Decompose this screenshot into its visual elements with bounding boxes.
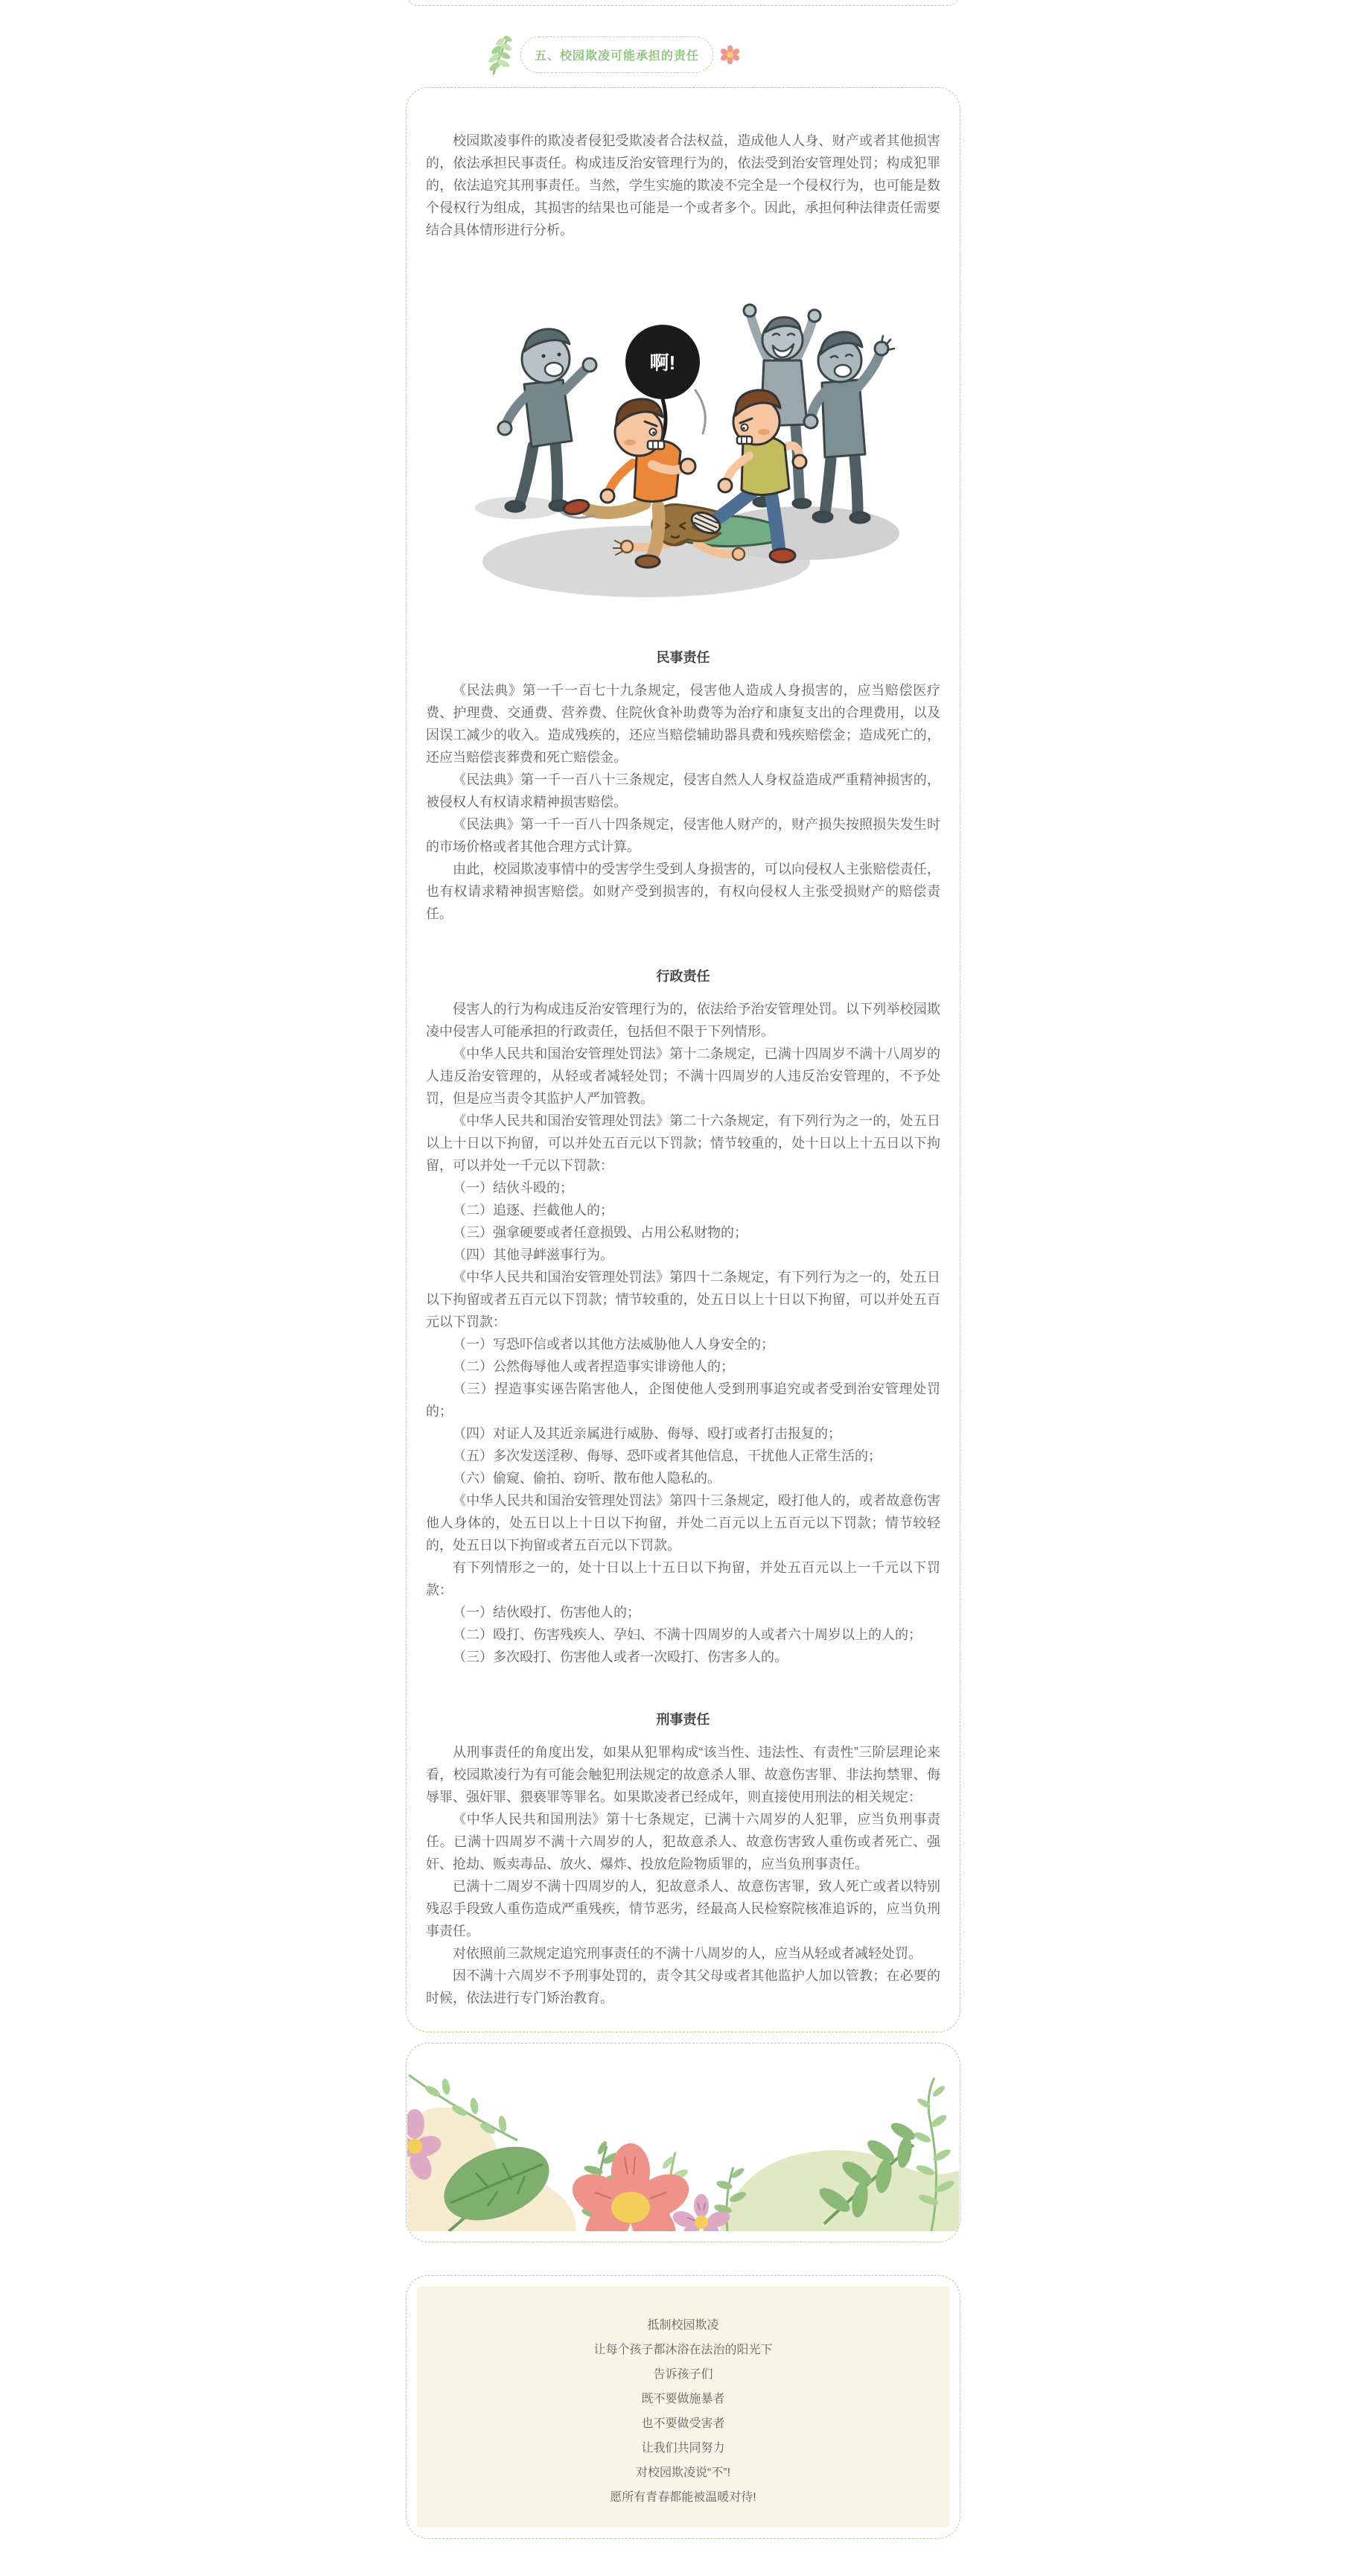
- closing-line: 抵制校园欺凌: [647, 2319, 719, 2332]
- closing-line: 也不要做受害者: [641, 2417, 725, 2430]
- floral-banner-card: [406, 2043, 960, 2242]
- paragraph: 侵害人的行为构成违反治安管理行为的，依法给予治安管理处罚。以下列举校园欺凌中侵害人可能承担的行政责任，包括但不限于下列情形。: [426, 1002, 940, 1039]
- closing-line: 让每个孩子都沐浴在法治的阳光下: [593, 2344, 773, 2356]
- section-title-box: [520, 36, 713, 73]
- bystander-left: [498, 329, 596, 512]
- intro-paragraph: 校园欺凌事件的欺凌者侵犯受欺凌者合法权益，造成他人人身、财产或者其他损害的，依法承担民事责任。构成违反治安管理行为的，依法受到治安管理处罚；构成犯罪的，依法追究其刑事责任。当然，学生实施的欺凌不完全是一个侵权行为，也可能是数个侵权行为组成，其损害的结果也可能是一个或者多个。因此，承担何种法律责任需要结合具体情形进行分析。: [426, 133, 940, 238]
- list-item: （三）捏造事实诬告陷害他人，企图使他人受到刑事追究或者受到治安管理处罚的；: [426, 1381, 940, 1419]
- list-item: （四）对证人及其近亲属进行威胁、侮辱、殴打或者打击报复的；: [453, 1426, 841, 1441]
- list-item: （二）追逐、拦截他人的；: [453, 1203, 613, 1218]
- paragraph: 《民法典》第一千一百八十三条规定，侵害自然人人身权益造成严重精神损害的，被侵权人有权请求精神损害赔偿。: [426, 772, 940, 810]
- paragraph: 《中华人民共和国治安管理处罚法》第四十二条规定，有下列行为之一的，处五日以下拘留或者五百元以下罚款；情节较重的，处五日以上十日以下拘留，可以并处五百元以下罚款：: [426, 1270, 940, 1329]
- section-title-row: [406, 33, 960, 76]
- section-title: 五、校园欺凌可能承担的责任: [535, 49, 700, 63]
- section-criminal-liability: [426, 1708, 940, 2009]
- section-administrative-liability: [426, 965, 940, 1668]
- bystander-right: [804, 332, 894, 523]
- list-item: （六）偷窥、偷拍、窃听、散布他人隐私的。: [453, 1471, 721, 1486]
- list-item: （一）写恐吓信或者以其他方法威胁他人人身安全的；: [453, 1337, 774, 1352]
- paragraph: 已满十二周岁不满十四周岁的人，犯故意杀人、故意伤害罪，致人死亡或者以特别残忍手段致人重伤造成严重残疾，情节恶劣，经最高人民检察院核准追诉的，应当负刑事责任。: [426, 1879, 940, 1939]
- section-heading: 行政责任: [656, 969, 710, 984]
- closing-line: 告诉孩子们: [653, 2368, 713, 2381]
- list-item: （二）公然侮辱他人或者捏造事实诽谤他人的；: [453, 1359, 734, 1374]
- paragraph: 《中华人民共和国治安管理处罚法》第二十六条规定，有下列行为之一的，处五日以上十日以下拘留，可以并处五百元以下罚款；情节较重的，处十日以上十五日以下拘留，可以并处一千元以下罚款：: [426, 1113, 940, 1173]
- list-item: （一）结伙殴打、伤害他人的；: [453, 1605, 640, 1620]
- list-item: （二）殴打、伤害残疾人、孕妇、不满十四周岁的人或者六十周岁以上的人的；: [453, 1627, 922, 1642]
- paragraph: 《中华人民共和国治安管理处罚法》第四十三条规定，殴打他人的，或者故意伤害他人身体的，处五日以上十日以下拘留，并处二百元以上五百元以下罚款；情节较轻的，处五日以下拘留或者五百元以下罚款。: [426, 1493, 940, 1553]
- section-civil-liability: [426, 646, 940, 925]
- closing-message-card: [406, 2275, 960, 2539]
- bullying-cartoon-illustration: [460, 286, 907, 606]
- paragraph: 有下列情形之一的，处十日以上十五日以下拘留，并处五百元以上一千元以下罚款：: [426, 1560, 940, 1597]
- article-card: [406, 87, 960, 2032]
- floral-illustration: [407, 2075, 959, 2231]
- closing-line: 让我们共同努力: [641, 2442, 725, 2455]
- closing-line: 愿所有青春都能被温暖对待!: [610, 2491, 756, 2504]
- previous-card-bottom-edge: [406, 0, 960, 6]
- speech-bubble-text: 啊!: [649, 352, 675, 374]
- leaf-icon: [488, 34, 513, 75]
- list-item: （三）多次殴打、伤害他人或者一次殴打、伤害多人的。: [453, 1650, 788, 1664]
- paragraph: 《中华人民共和国刑法》第十七条规定，已满十六周岁的人犯罪，应当负刑事责任。已满十四周岁不满十六周岁的人，犯故意杀人、故意伤害致人重伤或者死亡、强奸、抢劫、贩卖毒品、放火、爆炸、投放危险物质罪的，应当负刑事责任。: [426, 1812, 940, 1871]
- paragraph: 因不满十六周岁不予刑事处罚的，责令其父母或者其他监护人加以管教；在必要的时候，依法进行专门矫治教育。: [426, 1968, 940, 2006]
- list-item: （三）强拿硬要或者任意损毁、占用公私财物的；: [453, 1225, 747, 1240]
- paragraph: 从刑事责任的角度出发，如果从犯罪构成“该当性、违法性、有责性”三阶层理论来看，校园欺凌行为有可能会触犯刑法规定的故意杀人罪、故意伤害罪、非法拘禁罪、侮辱罪、强奸罪、猥亵罪等罪名。如果欺凌者已经成年，则直接使用刑法的相关规定：: [426, 1745, 940, 1804]
- section-heading: 刑事责任: [656, 1712, 710, 1727]
- list-item: （四）其他寻衅滋事行为。: [453, 1247, 613, 1262]
- bullying-cartoon: [460, 286, 907, 606]
- list-item: （一）结伙斗殴的；: [453, 1180, 573, 1195]
- closing-line: 对校园欺凌说“不”!: [635, 2467, 731, 2479]
- flower-icon: [721, 45, 739, 64]
- paragraph: 《民法典》第一千一百七十九条规定，侵害他人造成人身损害的，应当赔偿医疗费、护理费、交通费、营养费、住院伙食补助费等为治疗和康复支出的合理费用，以及因误工减少的收入。造成残疾的，还应当赔偿辅助器具费和残疾赔偿金；造成死亡的，还应当赔偿丧葬费和死亡赔偿金。: [426, 683, 940, 765]
- paragraph: 《民法典》第一千一百八十四条规定，侵害他人财产的，财产损失按照损失发生时的市场价格或者其他合理方式计算。: [426, 817, 940, 854]
- paragraph: 由此，校园欺凌事情中的受害学生受到人身损害的，可以向侵权人主张赔偿责任，也有权请求精神损害赔偿。如财产受到损害的，有权向侵权人主张受损财产的赔偿责任。: [426, 862, 940, 921]
- closing-panel: [417, 2286, 949, 2528]
- content-column: [406, 0, 960, 2539]
- list-item: （五）多次发送淫秽、侮辱、恐吓或者其他信息，干扰他人正常生活的；: [453, 1448, 882, 1463]
- paragraph: 对依照前三款规定追究刑事责任的不满十八周岁的人，应当从轻或者减轻处罚。: [453, 1946, 922, 1961]
- paragraph: 《中华人民共和国治安管理处罚法》第十二条规定，已满十四周岁不满十八周岁的人违反治安管理的，从轻或者减轻处罚；不满十四周岁的人违反治安管理的，不予处罚，但是应当责令其监护人严加管教。: [426, 1046, 940, 1106]
- section-heading: 民事责任: [656, 650, 710, 665]
- closing-line: 既不要做施暴者: [641, 2393, 725, 2405]
